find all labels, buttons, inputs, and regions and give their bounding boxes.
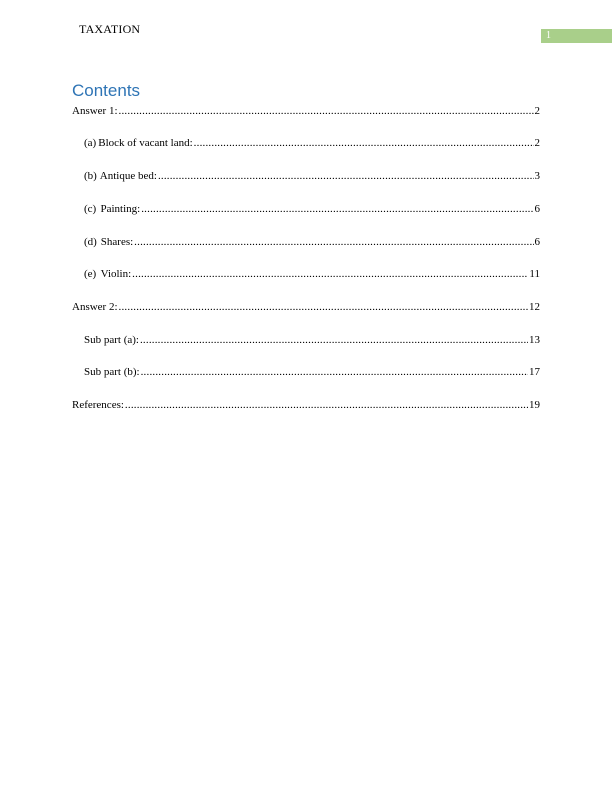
toc-entry-label: Answer 2: bbox=[72, 301, 118, 313]
toc-entry-answer-1[interactable] bbox=[72, 104, 540, 118]
toc-entry-label: Block of vacant land: bbox=[98, 137, 193, 149]
toc-entry-label: Shares: bbox=[100, 236, 134, 248]
toc-entry-page: 19 bbox=[529, 399, 540, 411]
toc-entry-page: 2 bbox=[534, 137, 540, 149]
toc-entry-violin[interactable] bbox=[84, 267, 540, 281]
toc-heading: Contents bbox=[72, 81, 141, 100]
toc-entry-number: (a) bbox=[84, 137, 97, 149]
toc-entry-sub-part-b[interactable] bbox=[84, 365, 540, 379]
toc-leader-dots bbox=[119, 300, 528, 314]
toc-entry-shares[interactable] bbox=[84, 235, 540, 249]
toc-entry-page: 12 bbox=[529, 301, 540, 313]
toc-entry-antique-bed[interactable] bbox=[84, 169, 540, 183]
toc-leader-dots bbox=[132, 267, 528, 281]
toc-leader-dots bbox=[158, 169, 534, 183]
toc-leader-dots bbox=[141, 365, 528, 379]
toc-leader-dots bbox=[134, 235, 533, 249]
toc-entry-page: 13 bbox=[529, 334, 540, 346]
toc-entry-page: 6 bbox=[534, 203, 540, 215]
toc-entry-page: 2 bbox=[534, 105, 540, 117]
toc-leader-dots bbox=[141, 202, 533, 216]
toc-entry-sub-part-a[interactable] bbox=[84, 333, 540, 347]
toc-entry-answer-2[interactable] bbox=[72, 300, 540, 314]
toc-entry-vacant-land[interactable] bbox=[84, 136, 540, 150]
toc-entry-label: Painting: bbox=[100, 203, 141, 215]
toc-entry-number: (e) bbox=[84, 268, 97, 280]
toc-entry-label: Sub part (a): bbox=[84, 334, 139, 346]
page-header-title: TAXATION bbox=[79, 22, 141, 36]
toc-entry-label: Violin: bbox=[100, 268, 132, 280]
toc-leader-dots bbox=[125, 398, 528, 412]
toc-entry-number: (b) bbox=[84, 170, 97, 182]
toc-entry-page: 11 bbox=[529, 268, 540, 280]
toc-entry-label: Answer 1: bbox=[72, 105, 118, 117]
toc-entry-page: 6 bbox=[534, 236, 540, 248]
toc-entry-label: References: bbox=[72, 399, 124, 411]
toc-entry-number: (d) bbox=[84, 236, 97, 248]
toc-entry-number: (c) bbox=[84, 203, 97, 215]
toc-entry-references[interactable] bbox=[72, 398, 540, 412]
toc-entry-page: 3 bbox=[534, 170, 540, 182]
page-number-badge: 1 bbox=[541, 29, 612, 43]
toc-leader-dots bbox=[140, 333, 528, 347]
toc-entry-page: 17 bbox=[529, 366, 540, 378]
toc-leader-dots bbox=[119, 104, 534, 118]
toc-entry-label: Sub part (b): bbox=[84, 366, 140, 378]
toc-entry-painting[interactable] bbox=[84, 202, 540, 216]
toc-entry-label: Antique bed: bbox=[99, 170, 157, 182]
toc-leader-dots bbox=[194, 136, 534, 150]
